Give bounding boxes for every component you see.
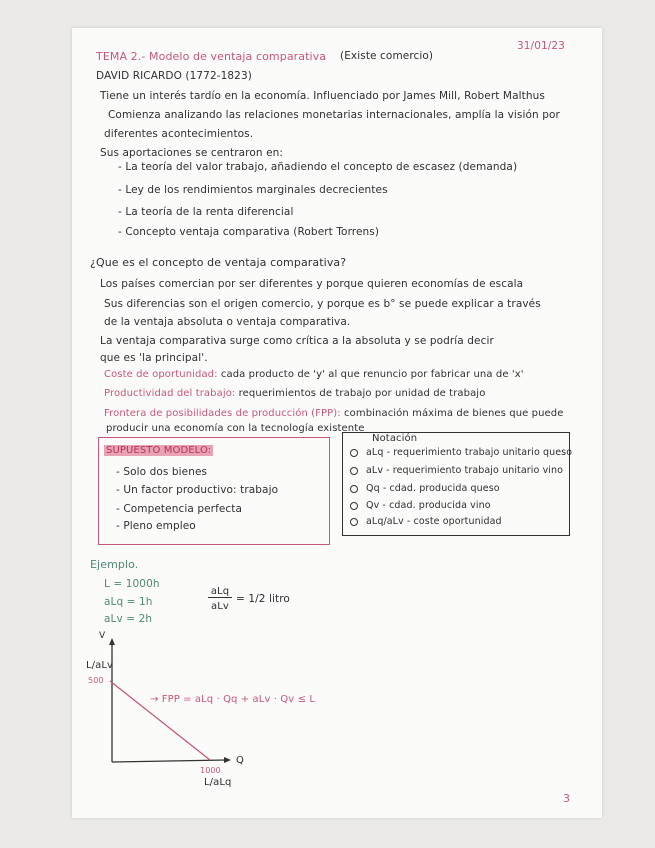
x-axis-label: Q xyxy=(236,755,244,766)
example-given: aLv = 2h xyxy=(104,613,153,625)
notation-text: aLq - requerimiento trabajo unitario queso xyxy=(366,447,573,458)
assumption-item: - Pleno empleo xyxy=(116,520,196,532)
concept-line: de la ventaja absoluta o ventaja comparativa. xyxy=(104,316,351,328)
definition-term: Frontera de posibilidades de producción (FPP): xyxy=(104,408,341,419)
section-question: ¿Que es el concepto de ventaja comparativa? xyxy=(90,256,347,269)
notation-text: Qv - cdad. producida vino xyxy=(366,500,491,511)
page-number: 3 xyxy=(563,792,571,805)
contributions-heading: Sus aportaciones se centraron en: xyxy=(100,147,284,159)
notation-text: aLv - requerimiento trabajo unitario vino xyxy=(366,465,564,476)
example-heading: Ejemplo. xyxy=(90,558,139,571)
ratio-value: = 1/2 litro xyxy=(236,593,290,605)
y-intercept-value: 500 xyxy=(88,676,104,685)
definition-term: Coste de oportunidad: xyxy=(104,369,218,380)
ratio-denominator: aLv xyxy=(211,601,229,612)
x-intercept-value: 1000 xyxy=(200,766,221,775)
contribution-item: - La teoría de la renta diferencial xyxy=(118,206,294,218)
definition-text: requerimientos de trabajo por unidad de trabajo xyxy=(235,388,486,399)
assumptions-heading-text: SUPUESTO MODELO: xyxy=(106,445,212,456)
y-axis-label: V xyxy=(99,631,106,641)
concept-line: que es 'la principal'. xyxy=(100,352,208,364)
title-note: (Existe comercio) xyxy=(340,50,434,62)
x-intercept-label: L/aLq xyxy=(204,777,232,788)
intro-line: Tiene un interés tardío en la economía. Influenciado por James Mill, Robert Malthus xyxy=(100,90,545,102)
contribution-item: - Ley de los rendimientos marginales decrecientes xyxy=(118,184,388,196)
notation-text: Qq - cdad. producida queso xyxy=(366,483,500,494)
ratio-numerator: aLq xyxy=(208,586,232,598)
assumption-item: - Competencia perfecta xyxy=(116,503,243,515)
assumption-item: - Solo dos bienes xyxy=(116,466,208,478)
notation-heading: Notación xyxy=(372,433,418,444)
y-intercept-label: L/aLv xyxy=(86,660,114,671)
notation-text: aLq/aLv - coste oportunidad xyxy=(366,516,502,527)
concept-line: La ventaja comparativa surge como crítica a la absoluta y se podría decir xyxy=(100,335,494,347)
concept-line: Los países comercian por ser diferentes y porque quieren economías de escala xyxy=(100,278,524,290)
definition-term: Productividad del trabajo: xyxy=(104,388,236,399)
intro-line: Comienza analizando las relaciones monetarias internacionales, amplía la visión por xyxy=(108,109,560,121)
x-axis xyxy=(112,760,226,762)
concept-line: Sus diferencias son el origen comercio, y porque es b° se puede explicar a través xyxy=(104,298,541,310)
contribution-item: - Concepto ventaja comparativa (Robert Torrens) xyxy=(118,226,380,238)
definition-continuation: producir una economía con la tecnología existente xyxy=(106,423,365,434)
date: 31/01/23 xyxy=(517,40,565,52)
author: DAVID RICARDO (1772-1823) xyxy=(96,70,252,82)
fpp-line xyxy=(110,681,210,760)
definition-text: cada producto de 'y' al que renuncio por fabricar una de 'x' xyxy=(217,369,524,380)
fpp-equation: → FPP = aLq · Qq + aLv · Qv ≤ L xyxy=(150,694,315,705)
assumption-item: - Un factor productivo: trabajo xyxy=(116,484,279,496)
contribution-item: - La teoría del valor trabajo, añadiendo el concepto de escasez (demanda) xyxy=(118,161,518,173)
example-given: L = 1000h xyxy=(104,578,160,590)
intro-line: diferentes acontecimientos. xyxy=(104,128,254,140)
example-given: aLq = 1h xyxy=(104,596,153,608)
definition-text: combinación máxima de bienes que puede xyxy=(340,408,564,419)
page-title: TEMA 2.- Modelo de ventaja comparativa xyxy=(96,50,327,63)
x-axis-arrow-icon xyxy=(224,757,231,763)
y-axis-arrow-icon xyxy=(109,638,115,645)
